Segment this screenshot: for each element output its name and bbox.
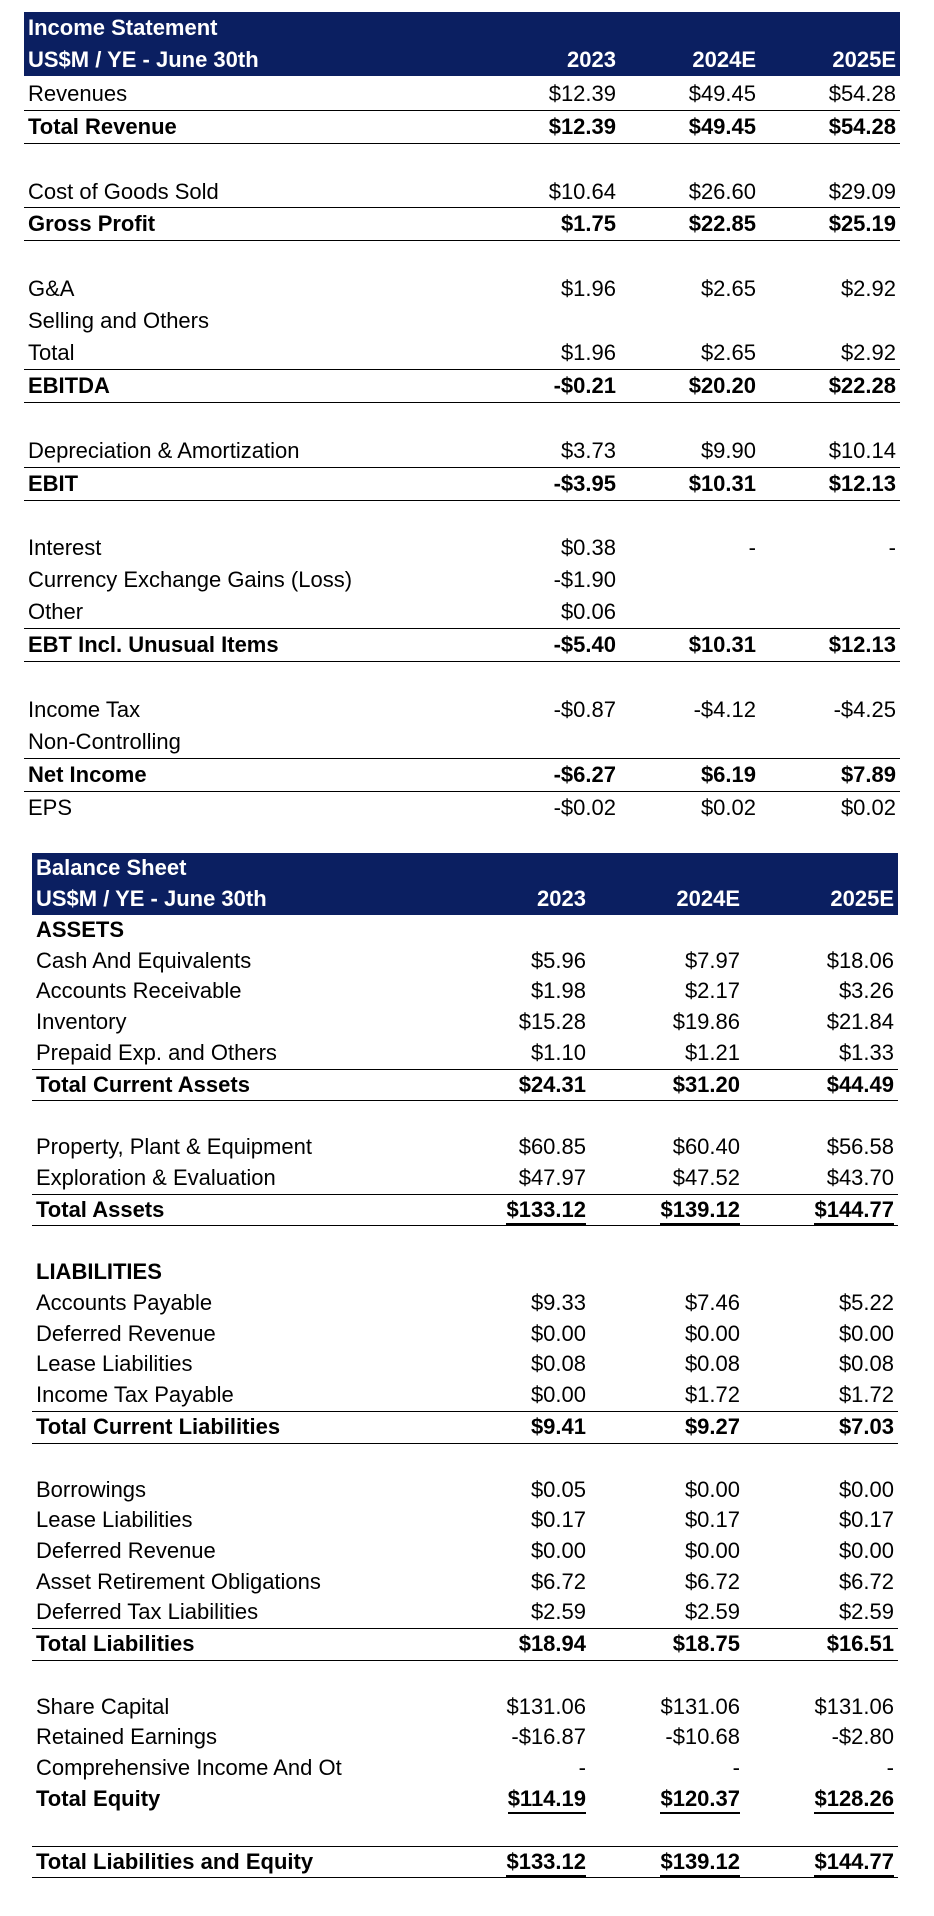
bs-liabilities-heading: LIABILITIES bbox=[36, 1259, 162, 1285]
value-cell: $2.59 bbox=[838, 1599, 894, 1625]
row-label: EBT Incl. Unusual Items bbox=[24, 629, 480, 662]
value-cell: $0.00 bbox=[530, 1382, 586, 1408]
value-cell: $9.33 bbox=[530, 1290, 586, 1316]
value-cell: $0.00 bbox=[838, 1537, 894, 1563]
value-cell: $1.96 bbox=[560, 340, 616, 366]
value-cell: $16.51 bbox=[744, 1629, 898, 1661]
value-cell: $15.28 bbox=[518, 1009, 586, 1035]
is-row-ebitda bbox=[24, 369, 900, 402]
bs-row-total-current-liabilities bbox=[32, 1411, 898, 1443]
value-cell: $10.31 bbox=[620, 467, 760, 500]
row-label: Exploration & Evaluation bbox=[36, 1164, 276, 1190]
value-cell: $22.28 bbox=[760, 369, 900, 402]
value-cell bbox=[590, 1784, 744, 1815]
bs-row-cash bbox=[32, 946, 898, 977]
bs-spacer bbox=[32, 1815, 898, 1847]
value-cell: -$6.27 bbox=[480, 758, 620, 791]
row-label: Other bbox=[28, 599, 84, 625]
is-spacer bbox=[24, 662, 900, 694]
value-cell: $43.70 bbox=[826, 1164, 894, 1190]
value-cell: $1.98 bbox=[530, 978, 586, 1004]
value-cell: $25.19 bbox=[760, 208, 900, 241]
value-cell: $1.96 bbox=[560, 276, 616, 302]
value-cell bbox=[590, 1846, 744, 1878]
bs-row-lease-liabilities-nc bbox=[32, 1505, 898, 1536]
value-cell: $60.85 bbox=[518, 1134, 586, 1160]
value-cell: $47.97 bbox=[518, 1164, 586, 1190]
bs-row-prepaid bbox=[32, 1038, 898, 1069]
value-cell: - bbox=[578, 1755, 586, 1781]
row-label: Retained Earnings bbox=[36, 1724, 218, 1750]
value-cell: $2.92 bbox=[840, 276, 896, 302]
is-row-ebt bbox=[24, 629, 900, 662]
bs-spacer bbox=[32, 1443, 898, 1475]
bs-title-row bbox=[32, 853, 898, 884]
is-title: Income Statement bbox=[24, 12, 480, 44]
value-cell: -$2.80 bbox=[831, 1724, 894, 1750]
bs-year-2025e: 2025E bbox=[744, 884, 898, 915]
value-text: $120.37 bbox=[660, 1786, 740, 1814]
value-cell bbox=[436, 1846, 590, 1878]
bs-year-2024e: 2024E bbox=[590, 884, 744, 915]
bs-assets-heading: ASSETS bbox=[36, 917, 125, 942]
balance-sheet-table bbox=[32, 853, 898, 1878]
row-label: Lease Liabilities bbox=[36, 1351, 193, 1377]
value-cell: $10.31 bbox=[620, 629, 760, 662]
value-cell: -$4.12 bbox=[693, 696, 756, 722]
bs-header-row bbox=[32, 884, 898, 915]
row-label: Depreciation & Amortization bbox=[28, 437, 300, 463]
value-cell: $29.09 bbox=[828, 178, 896, 204]
bs-spacer bbox=[32, 1660, 898, 1692]
row-label: Accounts Payable bbox=[36, 1290, 213, 1316]
value-cell: $12.13 bbox=[760, 467, 900, 500]
value-cell: $60.40 bbox=[672, 1134, 740, 1160]
value-text: $139.12 bbox=[660, 1849, 740, 1877]
row-label: Total Assets bbox=[32, 1194, 436, 1226]
value-cell: $2.92 bbox=[840, 340, 896, 366]
value-cell: $24.31 bbox=[436, 1069, 590, 1101]
value-cell: $0.00 bbox=[838, 1320, 894, 1346]
bs-row-share-capital bbox=[32, 1692, 898, 1723]
bs-row-comprehensive-income bbox=[32, 1753, 898, 1784]
value-cell: $9.90 bbox=[700, 437, 756, 463]
bs-row-income-tax-payable bbox=[32, 1380, 898, 1411]
value-cell: $26.60 bbox=[688, 178, 756, 204]
bs-row-total-current-assets bbox=[32, 1069, 898, 1101]
row-label: Total Liabilities and Equity bbox=[32, 1846, 436, 1878]
value-cell: -$16.87 bbox=[511, 1724, 586, 1750]
row-label: Cash And Equivalents bbox=[36, 947, 252, 973]
value-cell: $19.86 bbox=[672, 1009, 740, 1035]
is-unit-label: US$M / YE - June 30th bbox=[24, 44, 480, 77]
bs-row-deferred-tax bbox=[32, 1597, 898, 1628]
bs-row-total-liabilities bbox=[32, 1629, 898, 1661]
value-cell: $10.14 bbox=[828, 437, 896, 463]
income-statement-table bbox=[24, 12, 900, 824]
row-label: Total Revenue bbox=[24, 110, 480, 143]
value-cell bbox=[744, 1784, 898, 1815]
row-label: Cost of Goods Sold bbox=[28, 178, 219, 204]
bs-row-inventory bbox=[32, 1007, 898, 1038]
is-row-gross-profit bbox=[24, 208, 900, 241]
bs-row-total-equity bbox=[32, 1784, 898, 1815]
value-cell: $9.41 bbox=[436, 1411, 590, 1443]
value-cell: $6.72 bbox=[838, 1568, 894, 1594]
value-cell bbox=[620, 596, 760, 628]
value-cell: $6.19 bbox=[620, 758, 760, 791]
value-cell: - bbox=[748, 535, 756, 561]
value-cell: $6.72 bbox=[530, 1568, 586, 1594]
value-cell: -$4.25 bbox=[833, 696, 896, 722]
is-row-selling bbox=[24, 305, 900, 337]
value-cell: $2.17 bbox=[684, 978, 740, 1004]
row-label: Borrowings bbox=[36, 1476, 147, 1502]
value-cell: -$5.40 bbox=[480, 629, 620, 662]
value-cell: $1.75 bbox=[480, 208, 620, 241]
value-cell: $21.84 bbox=[826, 1009, 894, 1035]
bs-row-payables bbox=[32, 1288, 898, 1319]
is-row-interest bbox=[24, 532, 900, 564]
value-cell bbox=[620, 305, 760, 337]
value-cell: -$0.87 bbox=[553, 696, 616, 722]
value-cell: $0.08 bbox=[838, 1351, 894, 1377]
value-text: $133.12 bbox=[506, 1849, 586, 1877]
value-cell: -$10.68 bbox=[665, 1724, 740, 1750]
value-cell bbox=[590, 1194, 744, 1226]
row-label: Deferred Revenue bbox=[36, 1320, 216, 1346]
row-label: Total Current Liabilities bbox=[32, 1411, 436, 1443]
row-label: Interest bbox=[28, 535, 102, 561]
value-cell bbox=[744, 1846, 898, 1878]
row-label: Net Income bbox=[24, 758, 480, 791]
value-cell: - bbox=[732, 1755, 740, 1781]
is-spacer bbox=[24, 143, 900, 175]
value-cell: $5.22 bbox=[838, 1290, 894, 1316]
value-text: $144.77 bbox=[814, 1197, 894, 1225]
value-cell: $0.06 bbox=[560, 599, 616, 625]
bs-row-deferred-revenue bbox=[32, 1319, 898, 1350]
value-cell bbox=[436, 1194, 590, 1226]
bs-title: Balance Sheet bbox=[32, 853, 436, 884]
row-label: Selling and Others bbox=[28, 308, 209, 334]
row-label: Deferred Tax Liabilities bbox=[36, 1599, 259, 1625]
value-text: $114.19 bbox=[508, 1786, 586, 1814]
value-cell: -$3.95 bbox=[480, 467, 620, 500]
value-cell: -$0.21 bbox=[480, 369, 620, 402]
row-label: G&A bbox=[28, 276, 75, 302]
value-cell: $131.06 bbox=[660, 1693, 740, 1719]
bs-row-total-assets bbox=[32, 1194, 898, 1226]
row-label: Non-Controlling bbox=[28, 728, 181, 754]
value-cell: $31.20 bbox=[590, 1069, 744, 1101]
value-cell: $18.94 bbox=[436, 1629, 590, 1661]
is-year-2023: 2023 bbox=[480, 44, 620, 77]
value-cell: $2.59 bbox=[530, 1599, 586, 1625]
value-cell: $1.72 bbox=[684, 1382, 740, 1408]
value-cell bbox=[436, 1784, 590, 1815]
row-label: EBIT bbox=[24, 467, 480, 500]
value-cell: $131.06 bbox=[814, 1693, 894, 1719]
value-text: $139.12 bbox=[660, 1197, 740, 1225]
value-cell: $47.52 bbox=[672, 1164, 740, 1190]
is-year-2025e: 2025E bbox=[760, 44, 900, 77]
bs-liabilities-heading-row bbox=[32, 1257, 898, 1288]
value-cell bbox=[620, 726, 760, 758]
value-cell: $3.26 bbox=[838, 978, 894, 1004]
is-row-income-tax bbox=[24, 694, 900, 726]
is-row-other bbox=[24, 596, 900, 628]
is-row-eps bbox=[24, 791, 900, 823]
value-cell: $0.00 bbox=[530, 1537, 586, 1563]
bs-unit-label: US$M / YE - June 30th bbox=[32, 884, 436, 915]
value-cell: $0.08 bbox=[684, 1351, 740, 1377]
value-cell: $7.97 bbox=[684, 947, 740, 973]
row-label: Total Equity bbox=[36, 1785, 161, 1811]
bs-row-lease-liabilities bbox=[32, 1349, 898, 1380]
is-spacer bbox=[24, 500, 900, 532]
row-label: Prepaid Exp. and Others bbox=[36, 1039, 277, 1065]
value-text: $133.12 bbox=[506, 1197, 586, 1225]
value-cell bbox=[760, 726, 900, 758]
value-cell: -$0.02 bbox=[553, 794, 616, 820]
value-cell: $0.08 bbox=[530, 1351, 586, 1377]
value-cell: $12.39 bbox=[548, 80, 616, 106]
value-cell: $6.72 bbox=[684, 1568, 740, 1594]
value-cell: $0.17 bbox=[530, 1507, 586, 1533]
is-row-total-revenue bbox=[24, 110, 900, 143]
row-label: EBITDA bbox=[24, 369, 480, 402]
bs-row-receivables bbox=[32, 976, 898, 1007]
value-cell: $131.06 bbox=[506, 1693, 586, 1719]
value-cell: $56.58 bbox=[826, 1134, 894, 1160]
row-label: Currency Exchange Gains (Loss) bbox=[28, 567, 353, 593]
value-cell bbox=[480, 726, 620, 758]
value-cell: $2.59 bbox=[684, 1599, 740, 1625]
value-cell: - bbox=[886, 1755, 894, 1781]
bs-row-total-liabilities-equity bbox=[32, 1846, 898, 1878]
bs-spacer bbox=[32, 1226, 898, 1258]
value-text: $128.26 bbox=[814, 1786, 894, 1814]
is-header-row bbox=[24, 44, 900, 77]
row-label: Total bbox=[28, 340, 75, 366]
value-cell: $0.05 bbox=[530, 1476, 586, 1502]
bs-row-borrowings bbox=[32, 1475, 898, 1506]
value-cell: $20.20 bbox=[620, 369, 760, 402]
value-cell: $7.89 bbox=[760, 758, 900, 791]
value-cell: $7.03 bbox=[744, 1411, 898, 1443]
value-cell: $1.72 bbox=[838, 1382, 894, 1408]
value-cell: $1.10 bbox=[530, 1039, 586, 1065]
bs-row-exploration bbox=[32, 1163, 898, 1194]
value-cell: $0.02 bbox=[840, 794, 896, 820]
value-cell: - bbox=[888, 535, 896, 561]
value-cell: $12.39 bbox=[480, 110, 620, 143]
value-cell: $2.65 bbox=[700, 276, 756, 302]
bs-row-deferred-revenue-nc bbox=[32, 1536, 898, 1567]
row-label: Property, Plant & Equipment bbox=[36, 1134, 312, 1160]
value-cell: $1.33 bbox=[838, 1039, 894, 1065]
value-cell bbox=[744, 1194, 898, 1226]
row-label: Income Tax Payable bbox=[36, 1382, 234, 1408]
row-label: Total Current Assets bbox=[32, 1069, 436, 1101]
bs-row-ppe bbox=[32, 1132, 898, 1163]
value-cell: $44.49 bbox=[744, 1069, 898, 1101]
value-cell: $49.45 bbox=[620, 110, 760, 143]
value-cell: $54.28 bbox=[828, 80, 896, 106]
bs-row-aro bbox=[32, 1567, 898, 1598]
value-cell: -$1.90 bbox=[553, 567, 616, 593]
row-label: Share Capital bbox=[36, 1693, 170, 1719]
value-cell bbox=[760, 564, 900, 596]
value-cell bbox=[480, 305, 620, 337]
row-label: Comprehensive Income And Ot bbox=[36, 1755, 342, 1781]
value-cell: $0.00 bbox=[530, 1320, 586, 1346]
is-row-net-income bbox=[24, 758, 900, 791]
value-cell: $0.00 bbox=[684, 1476, 740, 1502]
value-cell: $49.45 bbox=[688, 80, 756, 106]
is-spacer bbox=[24, 402, 900, 434]
value-cell: $9.27 bbox=[590, 1411, 744, 1443]
value-cell: $5.96 bbox=[530, 947, 586, 973]
bs-assets-heading-row bbox=[32, 915, 898, 946]
value-cell: $0.00 bbox=[684, 1320, 740, 1346]
is-title-row bbox=[24, 12, 900, 44]
value-cell: $0.00 bbox=[838, 1476, 894, 1502]
value-cell: $0.17 bbox=[838, 1507, 894, 1533]
value-cell: $0.38 bbox=[560, 535, 616, 561]
bs-year-2023: 2023 bbox=[436, 884, 590, 915]
is-row-non-controlling bbox=[24, 726, 900, 758]
bs-row-retained-earnings bbox=[32, 1722, 898, 1753]
row-label: Total Liabilities bbox=[32, 1629, 436, 1661]
is-row-total-opex bbox=[24, 337, 900, 369]
is-row-ga bbox=[24, 273, 900, 305]
row-label: Asset Retirement Obligations bbox=[36, 1568, 321, 1594]
value-text: $144.77 bbox=[814, 1849, 894, 1877]
row-label: Lease Liabilities bbox=[36, 1507, 193, 1533]
value-cell: $2.65 bbox=[700, 340, 756, 366]
is-row-da bbox=[24, 435, 900, 467]
value-cell: $12.13 bbox=[760, 629, 900, 662]
is-year-2024e: 2024E bbox=[620, 44, 760, 77]
value-cell: $3.73 bbox=[560, 437, 616, 463]
row-label: Gross Profit bbox=[24, 208, 480, 241]
value-cell bbox=[620, 564, 760, 596]
row-label: Inventory bbox=[36, 1009, 127, 1035]
bs-spacer bbox=[32, 1101, 898, 1133]
value-cell: $0.17 bbox=[684, 1507, 740, 1533]
value-cell: $1.21 bbox=[684, 1039, 740, 1065]
value-cell bbox=[760, 305, 900, 337]
row-label: Accounts Receivable bbox=[36, 978, 242, 1004]
is-spacer bbox=[24, 241, 900, 273]
is-row-cogs bbox=[24, 176, 900, 208]
is-row-revenues bbox=[24, 77, 900, 110]
value-cell: $18.06 bbox=[826, 947, 894, 973]
value-cell bbox=[760, 596, 900, 628]
value-cell: $10.64 bbox=[548, 178, 616, 204]
is-row-fx bbox=[24, 564, 900, 596]
row-label: EPS bbox=[28, 794, 73, 820]
row-label: Revenues bbox=[28, 80, 128, 106]
value-cell: $54.28 bbox=[760, 110, 900, 143]
value-cell: $0.00 bbox=[684, 1537, 740, 1563]
value-cell: $18.75 bbox=[590, 1629, 744, 1661]
is-row-ebit bbox=[24, 467, 900, 500]
value-cell: $0.02 bbox=[700, 794, 756, 820]
row-label: Income Tax bbox=[28, 696, 141, 722]
value-cell: $22.85 bbox=[620, 208, 760, 241]
value-cell: $7.46 bbox=[684, 1290, 740, 1316]
row-label: Deferred Revenue bbox=[36, 1537, 216, 1563]
